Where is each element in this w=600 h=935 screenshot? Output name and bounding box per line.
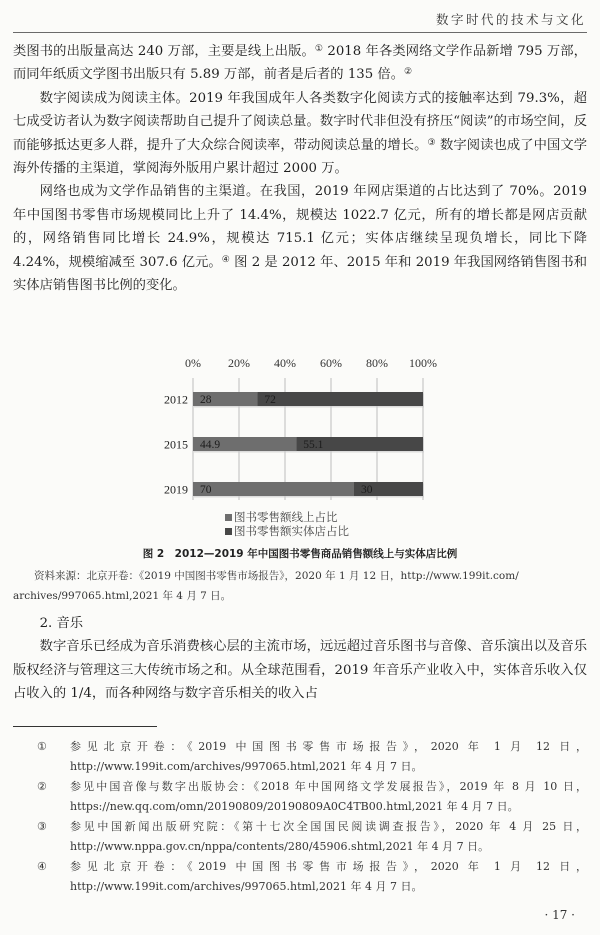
legend-item-physical: 图书零售额实体店占比 <box>225 524 349 538</box>
legend-swatch-physical <box>225 528 232 535</box>
data-label: 28 <box>200 394 212 406</box>
data-label: 72 <box>264 394 276 406</box>
x-tick-label: 60% <box>320 356 342 370</box>
x-tick-label: 80% <box>366 356 388 370</box>
figure-source: 资料来源：北京开卷：《2019 中国图书零售市场报告》，2020 年 1 月 12 日，http://www.199it.com/ archives/997065.html,2021 年 4 月 7 日。 <box>13 570 519 602</box>
y-tick-label: 2019 <box>164 482 188 497</box>
y-tick-label: 2015 <box>164 437 188 452</box>
x-tick-label: 100% <box>409 356 437 370</box>
x-tick-label: 20% <box>228 356 250 370</box>
bar-segment <box>193 482 354 496</box>
chart-legend <box>225 510 349 538</box>
footnote-3: ③ 参见中国新闻出版研究院：《第十七次全国国民阅读调查报告》，2020 年 4 月 25 日，http://www.nppa.gov.cn/nppa/contents/280/45906.shtml,2021 年 4 月 7 日。 <box>37 820 587 853</box>
footnote-rule <box>13 726 157 727</box>
paragraph-2: 数字阅读成为阅读主体。2019 年我国成年人各类数字化阅读方式的接触率达到 79.3%，超七成受访者认为数字阅读帮助自己提升了阅读总量。数字时代非但没有挤压“阅读”的市场空间，反而能够抵达更多人群，提升了大众综合阅读率，带动阅读总量的增长。③ 数字阅读也成了中国文学海外传播的主渠道，掌阅海外版用户累计超过 2000 万。 <box>13 90 588 177</box>
legend-item-online: 图书零售额线上占比 <box>225 510 349 524</box>
data-label: 55.1 <box>303 439 324 451</box>
section-paragraph: 数字音乐已经成为音乐消费核心层的主流市场，远远超过音乐图书与音像、音乐演出以及音乐版权经济与管理这三大传统市场之和。从全球范围看，2019 年音乐产业收入中，实体音乐收入仅占收入的 1/4，而各种网络与数字音乐相关的收入占 <box>13 639 587 702</box>
data-label: 30 <box>361 484 373 496</box>
header-rule <box>13 32 587 33</box>
stacked-bar-chart <box>150 350 450 510</box>
footnote-2: ② 参见中国音像与数字出版协会：《2018 年中国网络文学发展报告》，2019 年 8 月 10 日，https://new.qq.com/omn/20190809/20190809A0C4TB00.html,2021 年 4 月 7 日。 <box>37 780 587 813</box>
footnote-ref-3[interactable]: ③ <box>427 137 436 148</box>
section-heading: 2. 音乐 <box>39 616 84 631</box>
running-head: 数字时代的技术与文化 <box>435 12 586 27</box>
bar-segment <box>257 392 423 406</box>
data-label: 70 <box>200 484 212 496</box>
footnote-ref-1[interactable]: ① <box>314 44 324 54</box>
paragraph-3: 网络也成为文学作品销售的主渠道。在我国，2019 年网店渠道的占比达到了 70%。2019 年中国图书零售市场规模同比上升了 14.4%，规模达 1022.7 亿元，所有的增长都是网店贡献的，网络销售同比增长 24.9%，规模达 715.1 亿元；实体店继续呈现负增长，同比下降 4.24%，规模缩减至 307.6 亿元。④ 图 2 是 2012 年、2015 年和 2019 年我国网络销售图书和实体店销售图书比例的变化。 <box>13 184 588 294</box>
figure-caption: 图 2 2012—2019 年中国图书零售商品销售额线上与实体店比例 <box>142 548 458 560</box>
data-label: 44.9 <box>200 439 221 451</box>
footnote-ref-4[interactable]: ④ <box>221 254 230 265</box>
section-music <box>13 612 587 706</box>
page-number: · 17 · <box>544 908 575 922</box>
footnote-4: ④ 参见北京开卷：《2019 中国图书零售市场报告》，2020 年 1 月 12 日，http://www.199it.com/archives/997065.html,2021 年 4 月 7 日。 <box>37 860 587 893</box>
footnotes <box>13 737 587 897</box>
footnote-ref-2[interactable]: ② <box>404 67 413 78</box>
legend-swatch-online <box>225 514 232 521</box>
body-text <box>13 40 587 297</box>
x-tick-label: 40% <box>274 356 296 370</box>
footnote-1: ① 参见北京开卷：《2019 中国图书零售市场报告》，2020 年 1 月 12 日，http://www.199it.com/archives/997065.html,2021 年 4 月 7 日。 <box>37 740 587 773</box>
y-tick-label: 2012 <box>164 392 188 407</box>
paragraph-1: 类图书的出版量高达 240 万部，主要是线上出版。① 2018 年各类网络文学作品新增 795 万部，而同年纸质文学图书出版只有 5.89 万部，前者是后者的 135 倍。② <box>13 44 587 83</box>
x-tick-label: 0% <box>185 356 201 370</box>
